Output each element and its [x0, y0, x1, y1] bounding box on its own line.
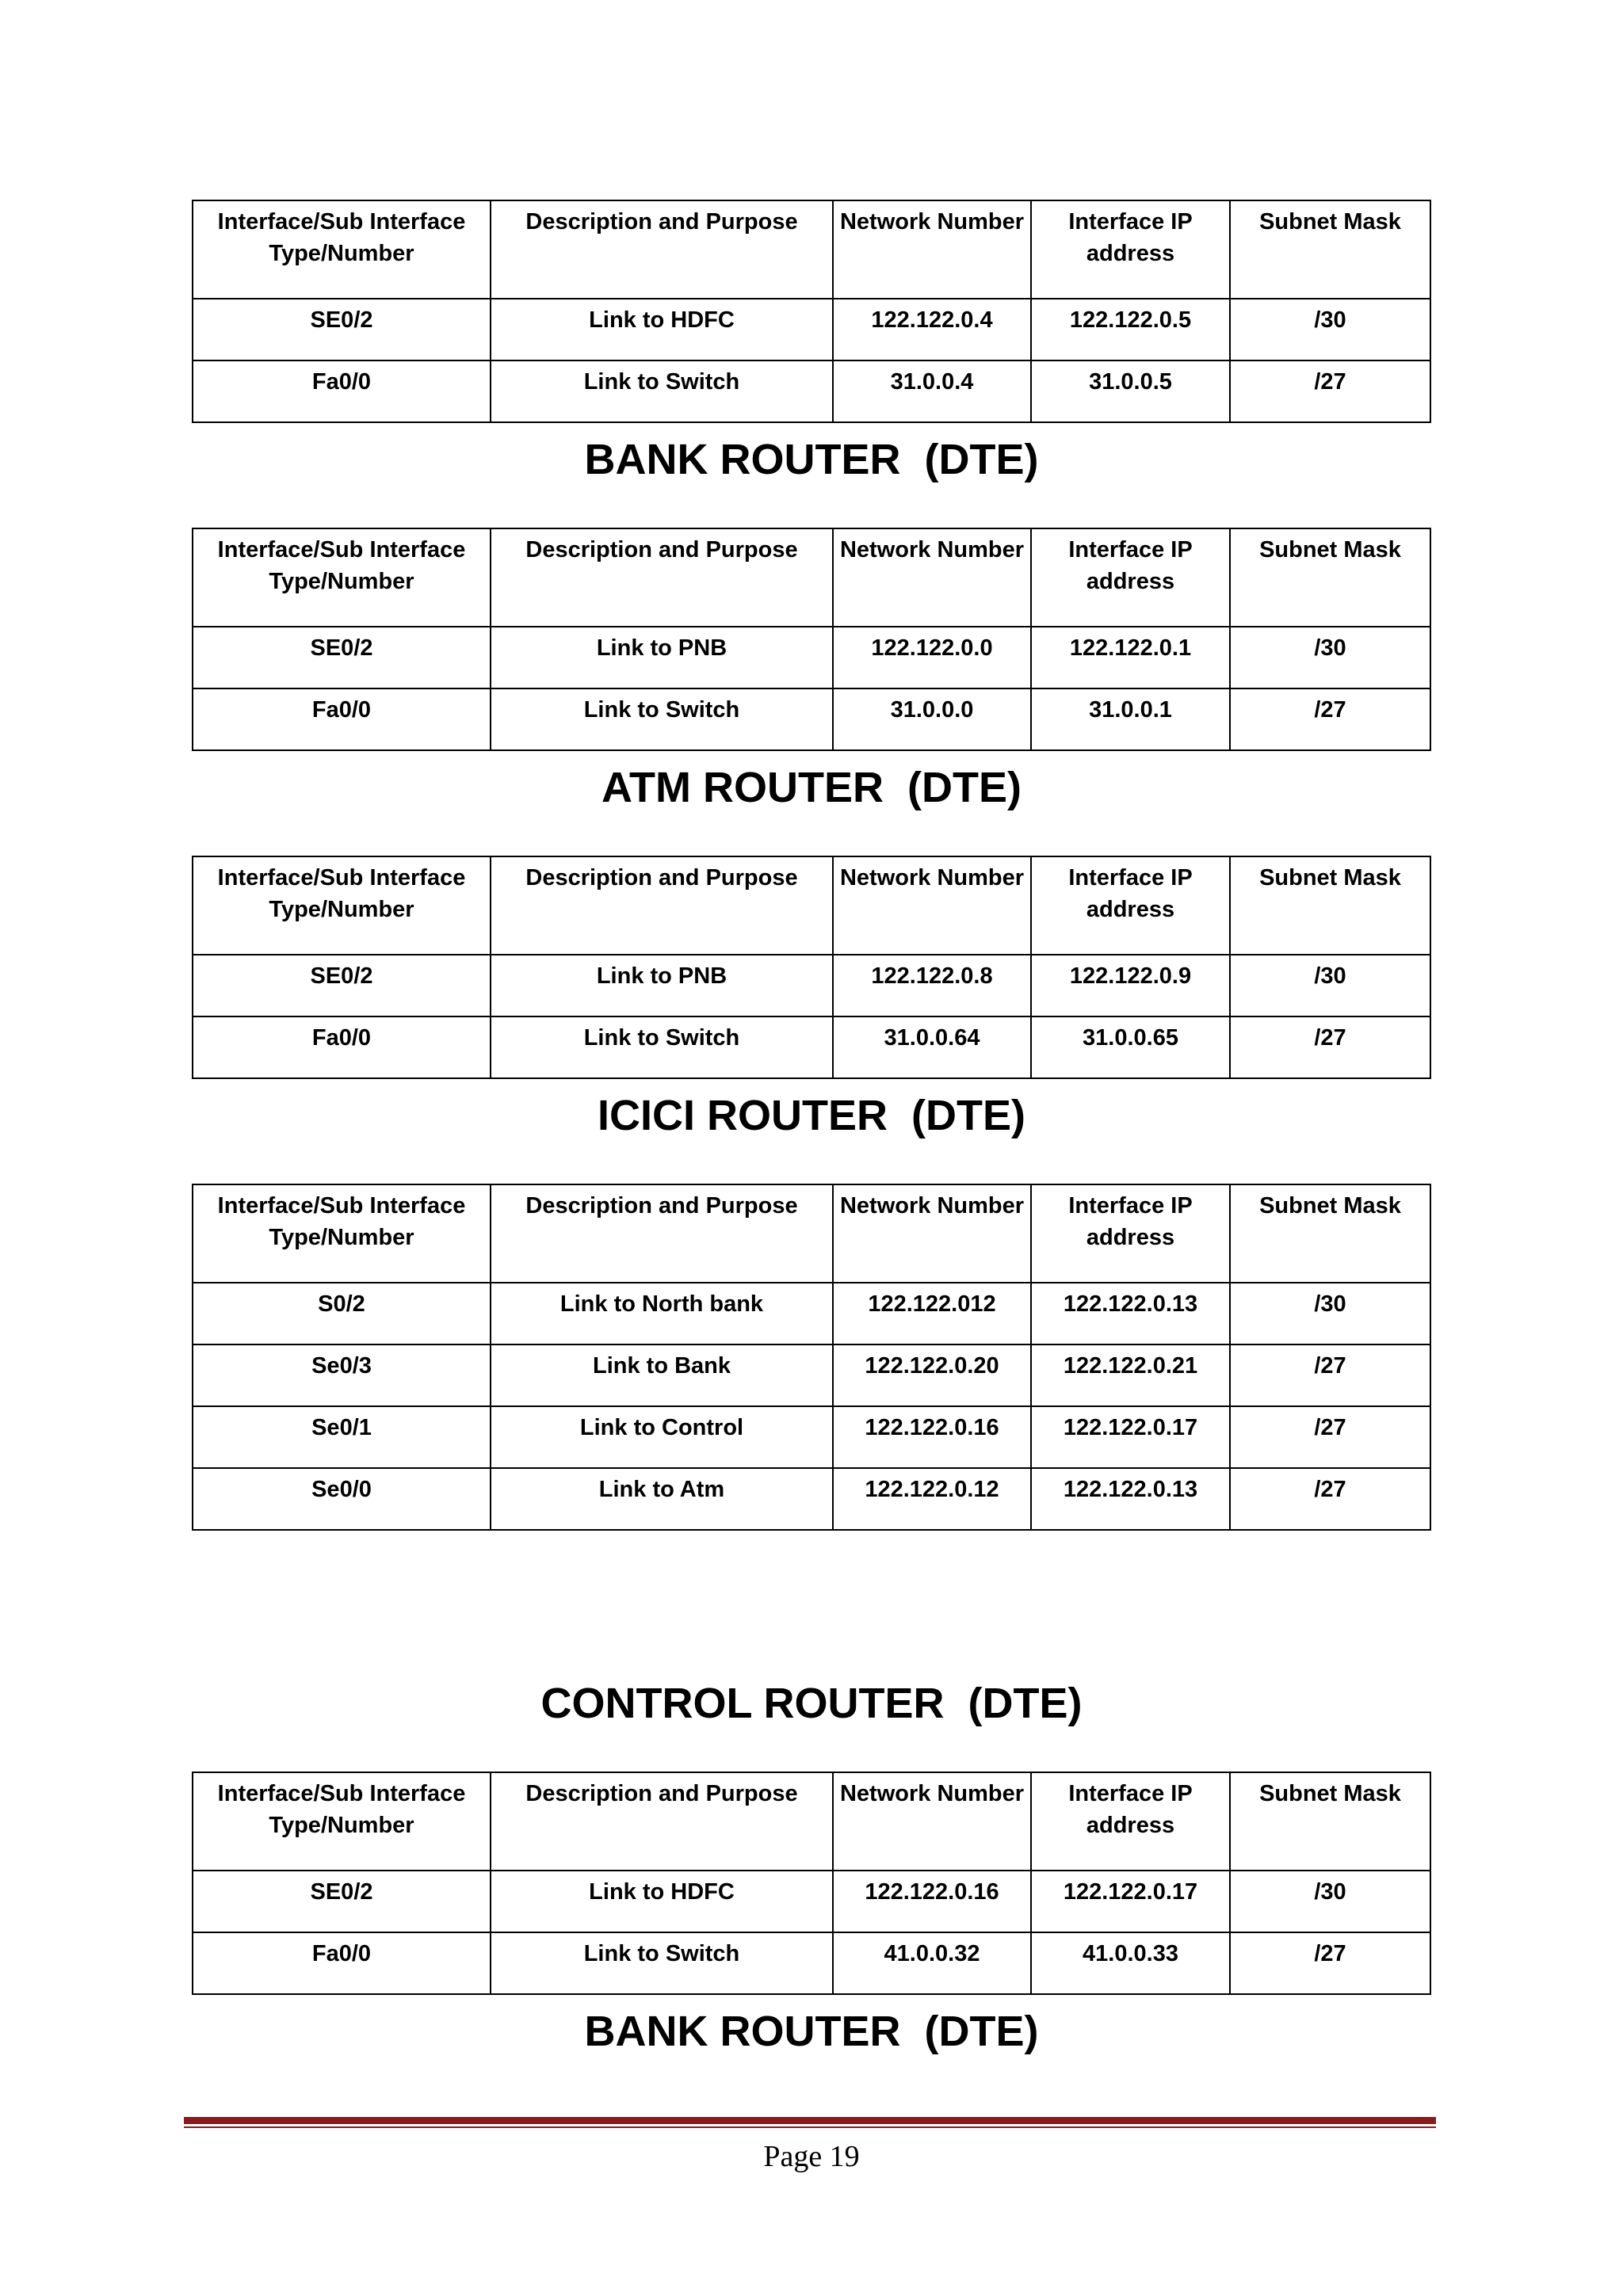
cell-network: 31.0.0.0 [833, 688, 1031, 750]
cell-mask: /27 [1230, 360, 1430, 422]
section-heading-4: CONTROL ROUTER (DTE) [540, 1680, 1083, 1727]
cell-description: Link to Atm [491, 1468, 833, 1530]
table-header-row [193, 1772, 1430, 1871]
cell-description: Link to Switch [491, 360, 833, 422]
header-interface: Interface/Sub Interface Type/Number [193, 1772, 491, 1871]
section-heading-1: BANK ROUTER (DTE) [584, 436, 1039, 483]
cell-mask: /27 [1230, 688, 1430, 750]
header-interface: Interface/Sub Interface Type/Number [193, 1184, 491, 1283]
cell-mask: /30 [1230, 955, 1430, 1016]
header-interface: Interface/Sub Interface Type/Number [193, 200, 491, 299]
table-row [193, 1406, 1430, 1468]
cell-network: 122.122.0.16 [833, 1406, 1031, 1468]
table-row [193, 955, 1430, 1016]
header-interface: Interface/Sub Interface Type/Number [193, 856, 491, 955]
router-table-3 [192, 856, 1431, 1079]
cell-ip: 122.122.0.17 [1031, 1406, 1230, 1468]
cell-ip: 31.0.0.1 [1031, 688, 1230, 750]
header-mask: Subnet Mask [1230, 528, 1430, 627]
section-heading-5: BANK ROUTER (DTE) [584, 2008, 1039, 2055]
page-number: Page 19 [763, 2140, 860, 2173]
cell-network: 31.0.0.64 [833, 1016, 1031, 1078]
header-mask: Subnet Mask [1230, 200, 1430, 299]
header-network: Network Number [833, 856, 1031, 955]
table-row [193, 1871, 1430, 1932]
cell-ip: 122.122.0.13 [1031, 1468, 1230, 1530]
table-row [193, 1932, 1430, 1994]
cell-mask: /27 [1230, 1468, 1430, 1530]
table-row [193, 299, 1430, 360]
cell-description: Link to HDFC [491, 299, 833, 360]
cell-description: Link to Switch [491, 1016, 833, 1078]
header-network: Network Number [833, 200, 1031, 299]
cell-network: 122.122.012 [833, 1283, 1031, 1344]
cell-interface: Fa0/0 [193, 1016, 491, 1078]
cell-description: Link to Control [491, 1406, 833, 1468]
cell-mask: /27 [1230, 1344, 1430, 1406]
header-network: Network Number [833, 528, 1031, 627]
table-row [193, 627, 1430, 688]
header-interface: Interface/Sub Interface Type/Number [193, 528, 491, 627]
cell-description: Link to HDFC [491, 1871, 833, 1932]
cell-ip: 31.0.0.65 [1031, 1016, 1230, 1078]
cell-interface: SE0/2 [193, 1871, 491, 1932]
router-table-4 [192, 1184, 1431, 1531]
table-header-row [193, 1184, 1430, 1283]
table-header-row [193, 200, 1430, 299]
header-ip: Interface IP address [1031, 528, 1230, 627]
cell-description: Link to PNB [491, 627, 833, 688]
cell-description: Link to Switch [491, 688, 833, 750]
cell-interface: Fa0/0 [193, 1932, 491, 1994]
cell-interface: Se0/0 [193, 1468, 491, 1530]
cell-mask: /30 [1230, 1283, 1430, 1344]
header-ip: Interface IP address [1031, 1772, 1230, 1871]
cell-network: 122.122.0.12 [833, 1468, 1031, 1530]
cell-network: 122.122.0.20 [833, 1344, 1031, 1406]
router-table-2 [192, 528, 1431, 751]
header-description: Description and Purpose [491, 200, 833, 299]
cell-description: Link to PNB [491, 955, 833, 1016]
cell-interface: Fa0/0 [193, 688, 491, 750]
cell-mask: /30 [1230, 299, 1430, 360]
cell-interface: SE0/2 [193, 299, 491, 360]
cell-mask: /30 [1230, 627, 1430, 688]
cell-ip: 122.122.0.5 [1031, 299, 1230, 360]
section-heading-3: ICICI ROUTER (DTE) [598, 1092, 1025, 1139]
cell-mask: /27 [1230, 1932, 1430, 1994]
cell-mask: /27 [1230, 1016, 1430, 1078]
table-row [193, 1344, 1430, 1406]
cell-ip: 122.122.0.1 [1031, 627, 1230, 688]
cell-ip: 122.122.0.17 [1031, 1871, 1230, 1932]
cell-network: 122.122.0.4 [833, 299, 1031, 360]
table-row [193, 1016, 1430, 1078]
cell-ip: 122.122.0.13 [1031, 1283, 1230, 1344]
header-mask: Subnet Mask [1230, 856, 1430, 955]
header-ip: Interface IP address [1031, 856, 1230, 955]
cell-network: 122.122.0.8 [833, 955, 1031, 1016]
cell-ip: 31.0.0.5 [1031, 360, 1230, 422]
cell-ip: 41.0.0.33 [1031, 1932, 1230, 1994]
table-row [193, 688, 1430, 750]
cell-network: 31.0.0.4 [833, 360, 1031, 422]
cell-ip: 122.122.0.21 [1031, 1344, 1230, 1406]
cell-description: Link to North bank [491, 1283, 833, 1344]
header-description: Description and Purpose [491, 528, 833, 627]
router-table-1 [192, 200, 1431, 423]
cell-ip: 122.122.0.9 [1031, 955, 1230, 1016]
cell-interface: S0/2 [193, 1283, 491, 1344]
router-table-5 [192, 1772, 1431, 1995]
header-description: Description and Purpose [491, 1184, 833, 1283]
header-mask: Subnet Mask [1230, 1772, 1430, 1871]
header-description: Description and Purpose [491, 856, 833, 955]
cell-network: 122.122.0.16 [833, 1871, 1031, 1932]
cell-description: Link to Bank [491, 1344, 833, 1406]
header-network: Network Number [833, 1184, 1031, 1283]
cell-description: Link to Switch [491, 1932, 833, 1994]
cell-interface: SE0/2 [193, 955, 491, 1016]
table-header-row [193, 856, 1430, 955]
section-heading-2: ATM ROUTER (DTE) [601, 764, 1022, 811]
header-mask: Subnet Mask [1230, 1184, 1430, 1283]
header-description: Description and Purpose [491, 1772, 833, 1871]
cell-mask: /30 [1230, 1871, 1430, 1932]
table-row [193, 1468, 1430, 1530]
table-row [193, 360, 1430, 422]
cell-interface: Fa0/0 [193, 360, 491, 422]
cell-interface: Se0/3 [193, 1344, 491, 1406]
cell-interface: Se0/1 [193, 1406, 491, 1468]
header-ip: Interface IP address [1031, 1184, 1230, 1283]
header-ip: Interface IP address [1031, 200, 1230, 299]
header-network: Network Number [833, 1772, 1031, 1871]
cell-mask: /27 [1230, 1406, 1430, 1468]
cell-network: 41.0.0.32 [833, 1932, 1031, 1994]
cell-interface: SE0/2 [193, 627, 491, 688]
cell-network: 122.122.0.0 [833, 627, 1031, 688]
table-header-row [193, 528, 1430, 627]
table-row [193, 1283, 1430, 1344]
footer-rule [184, 2117, 1436, 2128]
